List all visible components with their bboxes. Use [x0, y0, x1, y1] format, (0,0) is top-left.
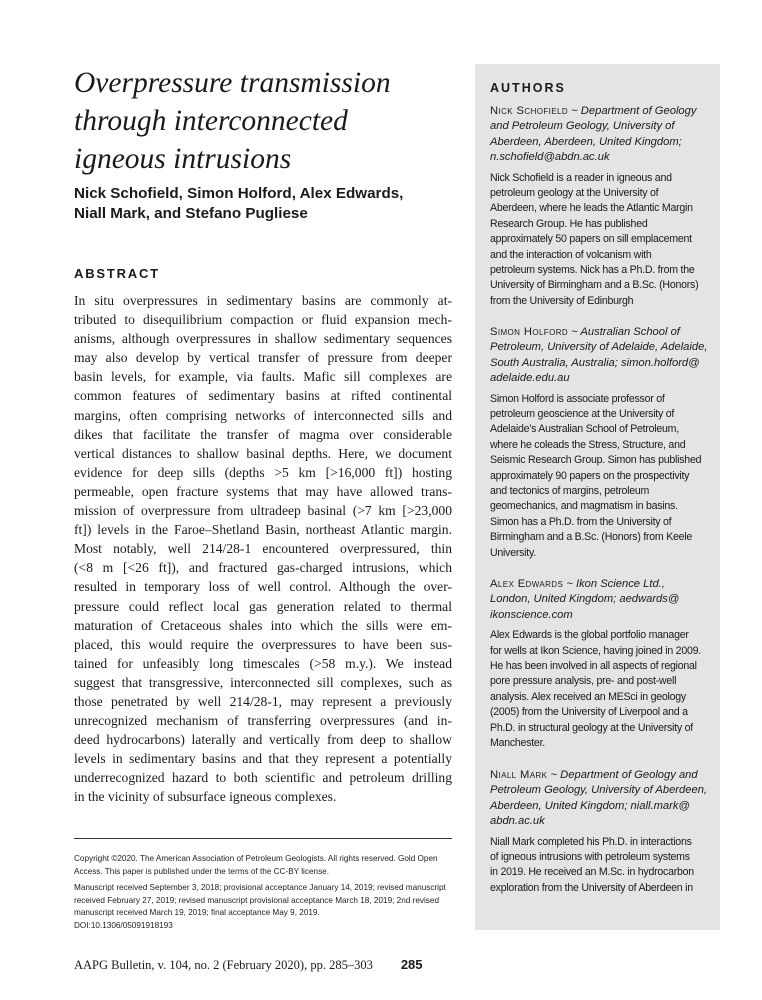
abstract-line: unrecognized mechanism of transferring overpressures (and in-	[74, 713, 452, 729]
bio-line: approximately 50 papers on sill emplacement	[490, 233, 692, 246]
abstract-line: resulted in temporary loss of well control. Although the over-	[74, 579, 452, 595]
abstract-line: underrecognized hazard to both scientific and petroleum drilling	[74, 770, 452, 786]
manuscript-history	[74, 882, 454, 920]
abstract-line: in the vicinity of subsurface igneous complexes.	[74, 789, 337, 805]
abstract-line: maturation of Cretaceous shales into which the sills were em-	[74, 617, 452, 633]
journal-citation: AAPG Bulletin, v. 104, no. 2 (February 2020), pp. 285–303	[74, 958, 373, 972]
title-line: through interconnected	[74, 105, 348, 137]
affiliation-line: and Petroleum Geology, University of	[490, 120, 675, 133]
title-line: igneous intrusions	[74, 143, 292, 175]
affiliation-line: adelaide.edu.au	[490, 372, 570, 385]
bio-line: of igneous intrusions with petroleum systems	[490, 851, 690, 864]
abstract-line: placed, this would require the overpressures to have been sus-	[74, 636, 452, 652]
author-list-line: Nick Schofield, Simon Holford, Alex Edwards,	[74, 185, 404, 202]
bio-line: Aberdeen, where he leads the Atlantic Margin	[490, 202, 693, 215]
affiliation-line	[490, 577, 712, 592]
history-line: manuscript received March 19, 2019; final acceptance May 9, 2019.	[74, 908, 320, 918]
doi: DOI:10.1306/05091918193	[74, 921, 173, 930]
author-bio-holford	[490, 325, 712, 561]
bio-line: Niall Mark completed his Ph.D. in interactions	[490, 835, 692, 848]
history-line: received February 27, 2019; revised manuscript provisional acceptance March 18, 2019; 2nd revised	[74, 895, 439, 905]
affiliation-text: ~ Department of Geology	[568, 105, 697, 117]
author-name: Nick Schofield	[490, 105, 569, 117]
bio-line: Birmingham and a B.Sc. (Honors) from Keele	[490, 531, 693, 544]
author-bio-edwards	[490, 577, 712, 751]
bio-line: and the interaction of volcanism with	[490, 248, 652, 261]
bio-line: Simon has a Ph.D. from the University of	[490, 515, 672, 528]
abstract-body	[74, 291, 452, 807]
bio-line: Ph.D. in structural geology at the University of	[490, 721, 693, 734]
bio-line: (2005) from the University of Liverpool and a	[490, 706, 688, 719]
copyright-note	[74, 853, 454, 878]
history-line: Manuscript received September 3, 2018; provisional acceptance January 14, 2019; revised manuscript	[74, 883, 446, 892]
author-affiliation	[490, 768, 712, 830]
abstract-line: those penetrated by well 214/28-1, may represent a previously	[74, 693, 452, 709]
affiliation-line: Aberdeen, Aberdeen, United Kingdom;	[490, 135, 682, 148]
abstract-line: anisms, although overpressures in shallow sedimentary sequences	[74, 331, 452, 347]
bio-line: He has been involved in all aspects of regional	[490, 660, 697, 673]
bio-line: Seismic Research Group. Simon has published	[490, 454, 702, 467]
abstract-line: In situ overpressures in sedimentary basins are commonly at-	[74, 293, 452, 308]
bio-line: petroleum geoscience at the University of	[490, 408, 675, 421]
author-bio-text	[490, 835, 712, 897]
title-line: Overpressure transmission	[74, 67, 391, 99]
bio-line: geomechanics, and magmatism in basins.	[490, 500, 678, 513]
bio-line: from the University of Edinburgh	[490, 294, 634, 307]
abstract-line: suggest that transgressive, interconnected sill complexes, such as	[74, 674, 452, 690]
page-number: 285	[400, 957, 423, 972]
affiliation-line: Petroleum, University of Adelaide, Adelaide,	[490, 341, 708, 354]
abstract-line: ft]) levels in the Faroe–Shetland Basin, northeast Atlantic margin.	[74, 522, 452, 538]
footnote-divider	[74, 838, 452, 839]
bio-line: Simon Holford is associate professor of	[490, 392, 665, 405]
abstract-line: dikes that facilitate the transfer of magma over considerable	[74, 426, 452, 442]
author-name: Alex Edwards	[490, 578, 564, 590]
page-footer	[74, 957, 423, 973]
abstract-line: evidence for deep sills (depths >5 km [>16,000 ft]) hosting	[74, 464, 452, 480]
bio-line: University.	[490, 546, 536, 559]
affiliation-line: London, United Kingdom; aedwards@	[490, 593, 680, 606]
bio-line: Adelaide’s Australian School of Petroleum,	[490, 423, 679, 436]
abstract-line: deed hydrocarbons) laterally and vertically from deep to shallow	[74, 732, 452, 748]
bio-line: Nick Schofield is a reader in igneous and	[490, 171, 672, 184]
bio-line: University of Birmingham and a B.Sc. (Honors)	[490, 279, 699, 292]
author-bio-text	[490, 628, 712, 751]
author-bio-text	[490, 392, 712, 561]
author-bio-schofield	[490, 104, 712, 309]
abstract-line: basin levels, for example, via faults. Mafic sill complexes are	[74, 369, 452, 385]
author-name: Niall Mark	[490, 769, 548, 781]
abstract-line: (<8 m [<26 ft]), and fractured gas-charged intrusions, which	[74, 560, 452, 576]
bio-line: analysis. Alex received an MESci in geology	[490, 690, 686, 703]
abstract-line: tributed to disequilibrium compaction or fluid expansion mech-	[74, 312, 452, 328]
bio-line: approximately 90 papers on the prospectivity	[490, 469, 690, 482]
copyright-line: Copyright ©2020. The American Association of Petroleum Geologists. All rights reserved. Gold Open	[74, 854, 438, 863]
bio-line: petroleum systems. Nick has a Ph.D. from the	[490, 264, 695, 277]
affiliation-line	[490, 768, 712, 783]
affiliation-line: abdn.ac.uk	[490, 815, 545, 828]
abstract-line: may also develop by vertical transfer of pressure from deeper	[74, 350, 452, 366]
affiliation-text: ~ Australian School of	[568, 326, 680, 338]
author-affiliation	[490, 104, 712, 166]
abstract-line: vertical distances to shallow basinal depths. Here, we document	[74, 445, 452, 461]
bio-line: and tectonics of margins, petroleum	[490, 485, 650, 498]
abstract-line: pressure could reflect local gas generation related to thermal	[74, 598, 452, 614]
bio-line: for wells at Ikon Science, having joined in 2009.	[490, 644, 701, 657]
abstract-heading: ABSTRACT	[74, 266, 160, 281]
abstract-line: levels in sedimentary basins and that they represent a potentially	[74, 751, 452, 767]
author-bio-mark	[490, 768, 712, 896]
affiliation-text: ~ Department of Geology and	[547, 769, 698, 781]
author-affiliation	[490, 325, 712, 387]
affiliation-line	[490, 325, 712, 340]
author-list	[74, 184, 454, 224]
affiliation-line	[490, 104, 712, 119]
bio-line: Manchester.	[490, 737, 545, 750]
author-name: Simon Holford	[490, 326, 569, 338]
bio-line: pore pressure analysis, pre- and post-well	[490, 675, 677, 688]
abstract-line: margins, often comprising networks of interconnected sills and	[74, 407, 452, 423]
affiliation-line: ikonscience.com	[490, 608, 573, 621]
author-bio-text	[490, 171, 712, 310]
abstract-line: mission of overpressure from ultradeep basinal (>7 km [>23,000	[74, 503, 452, 519]
abstract-line: tained for unfeasibly long timescales (>58 m.y.). We instead	[74, 655, 452, 671]
bio-line: exploration from the University of Aberdeen in	[490, 881, 693, 894]
affiliation-line: Aberdeen, United Kingdom; niall.mark@	[490, 799, 690, 812]
authors-heading: AUTHORS	[490, 81, 566, 95]
bio-line: petroleum geology at the University of	[490, 187, 659, 200]
abstract-line: common features of sedimentary basins at rifted continental	[74, 388, 452, 404]
author-affiliation	[490, 577, 712, 623]
copyright-line: Access. This paper is published under the terms of the CC-BY license.	[74, 866, 329, 876]
abstract-line: Most notably, well 214/28-1 encountered overpressured, thin	[74, 541, 452, 557]
bio-line: where he coleads the Stress, Structure, and	[490, 438, 686, 451]
bio-line: Research Group. He has published	[490, 217, 648, 230]
affiliation-line: n.schofield@abdn.ac.uk	[490, 151, 610, 164]
affiliation-text: ~ Ikon Science Ltd.,	[563, 578, 665, 590]
abstract-line: permeable, open fracture systems that may have allowed trans-	[74, 483, 452, 499]
affiliation-line: South Australia, Australia; simon.holford@	[490, 356, 700, 369]
author-list-line: Niall Mark, and Stefano Pugliese	[74, 205, 308, 222]
article-title	[74, 64, 454, 178]
bio-line: Alex Edwards is the global portfolio manager	[490, 629, 689, 642]
affiliation-line: Petroleum Geology, University of Aberdeen,	[490, 784, 708, 797]
bio-line: in 2019. He received an M.Sc. in hydrocarbon	[490, 866, 694, 879]
